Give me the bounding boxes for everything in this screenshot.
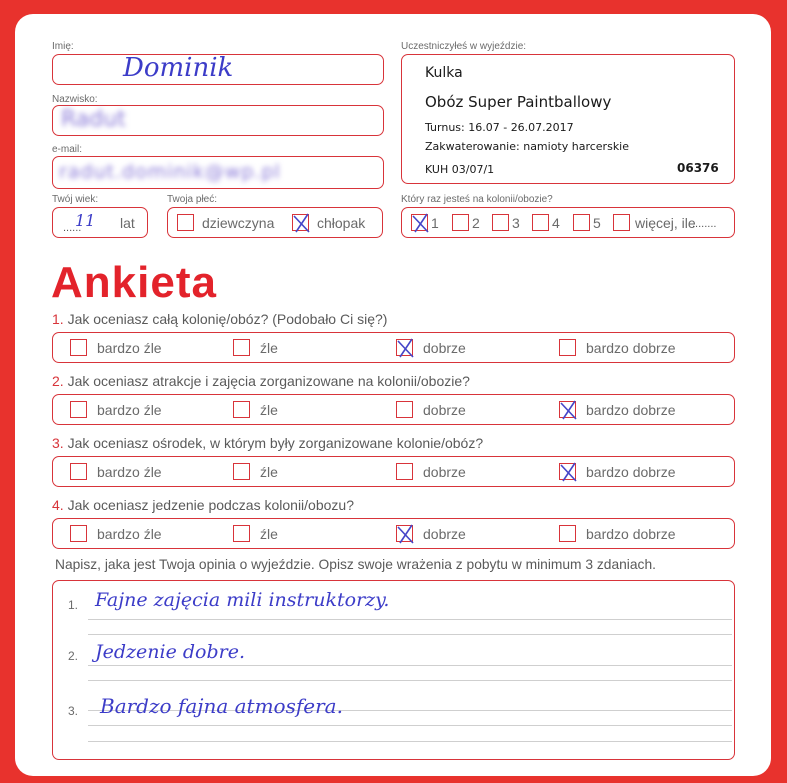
q2-dobrze-checkbox[interactable] <box>396 401 413 418</box>
q1-bardzo-zle-label: bardzo źle <box>97 340 162 356</box>
question-2 <box>52 373 470 389</box>
times-more-checkbox[interactable] <box>613 214 630 231</box>
camp-title: Obóz Super Paintballowy <box>425 93 612 111</box>
q1-bardzo-dobrze-checkbox[interactable] <box>559 339 576 356</box>
question-3-text: Jak oceniasz ośrodek, w którym były zorganizowane kolonie/obóz? <box>67 435 484 451</box>
q4-dobrze-label: dobrze <box>423 526 466 542</box>
opinion-prompt: Napisz, jaka jest Twoja opinia o wyjeździe. Opisz swoje wrażenia z pobytu w minimum 3 zdaniach. <box>55 557 656 572</box>
name-label: Imię: <box>52 41 74 52</box>
times-field <box>401 207 735 238</box>
gender-boy-checkbox[interactable] <box>292 214 309 231</box>
question-2-options <box>52 394 735 425</box>
gender-girl-label: dziewczyna <box>202 215 275 231</box>
check-mark-icon <box>290 211 314 235</box>
check-mark-icon <box>394 336 418 360</box>
question-1 <box>52 311 387 327</box>
times-3-label: 3 <box>512 215 520 231</box>
q1-bardzo-zle-checkbox[interactable] <box>70 339 87 356</box>
name-field[interactable] <box>52 54 384 85</box>
question-3 <box>52 435 483 451</box>
surname-value: Radut <box>61 107 126 132</box>
camp-label: Uczestniczyłeś w wyjeździe: <box>401 41 527 52</box>
question-4 <box>52 497 354 513</box>
camp-name: Kulka <box>425 65 463 81</box>
q2-bardzo-dobrze-checkbox[interactable] <box>559 401 576 418</box>
q3-zle-label: źle <box>260 464 278 480</box>
age-field[interactable] <box>52 207 148 238</box>
turnus-label: Turnus: <box>425 121 465 134</box>
times-more-label: więcej, ile <box>635 215 696 231</box>
times-more-dots: ........ <box>692 218 717 230</box>
age-dots: ...... <box>63 222 82 234</box>
question-2-text: Jak oceniasz atrakcje i zajęcia zorganizowane na kolonii/obozie? <box>67 373 470 389</box>
opinion-line-1: Fajne zajęcia mili instruktorzy. <box>95 589 390 611</box>
opinion-line-2-number: 2. <box>68 649 79 663</box>
q4-bardzo-zle-label: bardzo źle <box>97 526 162 542</box>
q2-bardzo-zle-checkbox[interactable] <box>70 401 87 418</box>
q1-zle-label: źle <box>260 340 278 356</box>
times-3-checkbox[interactable] <box>492 214 509 231</box>
q4-bardzo-dobrze-label: bardzo dobrze <box>586 526 676 542</box>
email-value: radut.dominik@wp.pl <box>59 161 281 183</box>
opinion-line-3-number: 3. <box>68 704 79 718</box>
times-4-checkbox[interactable] <box>532 214 549 231</box>
times-5-label: 5 <box>593 215 601 231</box>
q1-dobrze-checkbox[interactable] <box>396 339 413 356</box>
gender-label: Twoja płeć: <box>167 194 218 205</box>
question-1-text: Jak oceniasz całą kolonię/obóz? (Podobało Ci się?) <box>67 311 388 327</box>
q1-dobrze-label: dobrze <box>423 340 466 356</box>
q3-bardzo-zle-checkbox[interactable] <box>70 463 87 480</box>
camp-number: 06376 <box>677 161 719 175</box>
q3-dobrze-label: dobrze <box>423 464 466 480</box>
opinion-line-3: Bardzo fajna atmosfera. <box>100 694 343 718</box>
q4-dobrze-checkbox[interactable] <box>396 525 413 542</box>
opinion-line-1-number: 1. <box>68 598 79 612</box>
q1-bardzo-dobrze-label: bardzo dobrze <box>586 340 676 356</box>
writing-line <box>88 741 732 742</box>
email-label: e-mail: <box>52 144 83 155</box>
times-5-checkbox[interactable] <box>573 214 590 231</box>
q1-zle-checkbox[interactable] <box>233 339 250 356</box>
q3-bardzo-zle-label: bardzo źle <box>97 464 162 480</box>
survey-title: Ankieta <box>51 258 217 307</box>
opinion-line-2: Jedzenie dobre. <box>95 641 246 663</box>
q3-bardzo-dobrze-checkbox[interactable] <box>559 463 576 480</box>
survey-sheet <box>15 14 771 776</box>
check-mark-icon <box>409 211 433 235</box>
check-mark-icon <box>557 460 581 484</box>
writing-line <box>88 680 732 681</box>
q4-zle-label: źle <box>260 526 278 542</box>
writing-line <box>88 634 732 635</box>
camp-info-box <box>401 54 735 184</box>
accommodation-label: Zakwaterowanie: <box>425 140 520 153</box>
q2-bardzo-dobrze-label: bardzo dobrze <box>586 402 676 418</box>
question-2-number: 2. <box>52 373 64 389</box>
question-4-text: Jak oceniasz jedzenie podczas kolonii/obozu? <box>67 497 354 513</box>
question-4-options <box>52 518 735 549</box>
question-4-number: 4. <box>52 497 64 513</box>
times-label: Który raz jesteś na kolonii/obozie? <box>401 194 553 205</box>
q3-dobrze-checkbox[interactable] <box>396 463 413 480</box>
times-2-label: 2 <box>472 215 480 231</box>
gender-boy-label: chłopak <box>317 215 366 231</box>
q4-zle-checkbox[interactable] <box>233 525 250 542</box>
question-3-number: 3. <box>52 435 64 451</box>
times-1-checkbox[interactable] <box>411 214 428 231</box>
email-field[interactable] <box>52 156 384 189</box>
surname-label: Nazwisko: <box>52 94 98 105</box>
q4-bardzo-dobrze-checkbox[interactable] <box>559 525 576 542</box>
surname-field[interactable] <box>52 105 384 136</box>
times-2-checkbox[interactable] <box>452 214 469 231</box>
accommodation-value: namioty harcerskie <box>523 140 630 153</box>
question-3-options <box>52 456 735 487</box>
question-1-number: 1. <box>52 311 64 327</box>
q2-bardzo-zle-label: bardzo źle <box>97 402 162 418</box>
writing-line <box>88 725 732 726</box>
writing-line <box>88 619 732 620</box>
writing-line <box>88 665 732 666</box>
question-1-options <box>52 332 735 363</box>
name-value: Dominik <box>123 53 234 83</box>
gender-field <box>167 207 383 238</box>
q2-dobrze-label: dobrze <box>423 402 466 418</box>
camp-code: KUH 03/07/1 <box>425 163 495 176</box>
age-unit: lat <box>120 215 135 231</box>
check-mark-icon <box>557 398 581 422</box>
age-label: Twój wiek: <box>52 194 99 205</box>
q3-zle-checkbox[interactable] <box>233 463 250 480</box>
times-1-label: 1 <box>431 215 439 231</box>
times-4-label: 4 <box>552 215 560 231</box>
age-value: 11 <box>75 211 96 230</box>
q2-zle-label: źle <box>260 402 278 418</box>
turnus-value: 16.07 - 26.07.2017 <box>468 121 574 134</box>
q2-zle-checkbox[interactable] <box>233 401 250 418</box>
gender-girl-checkbox[interactable] <box>177 214 194 231</box>
q3-bardzo-dobrze-label: bardzo dobrze <box>586 464 676 480</box>
q4-bardzo-zle-checkbox[interactable] <box>70 525 87 542</box>
check-mark-icon <box>394 522 418 546</box>
